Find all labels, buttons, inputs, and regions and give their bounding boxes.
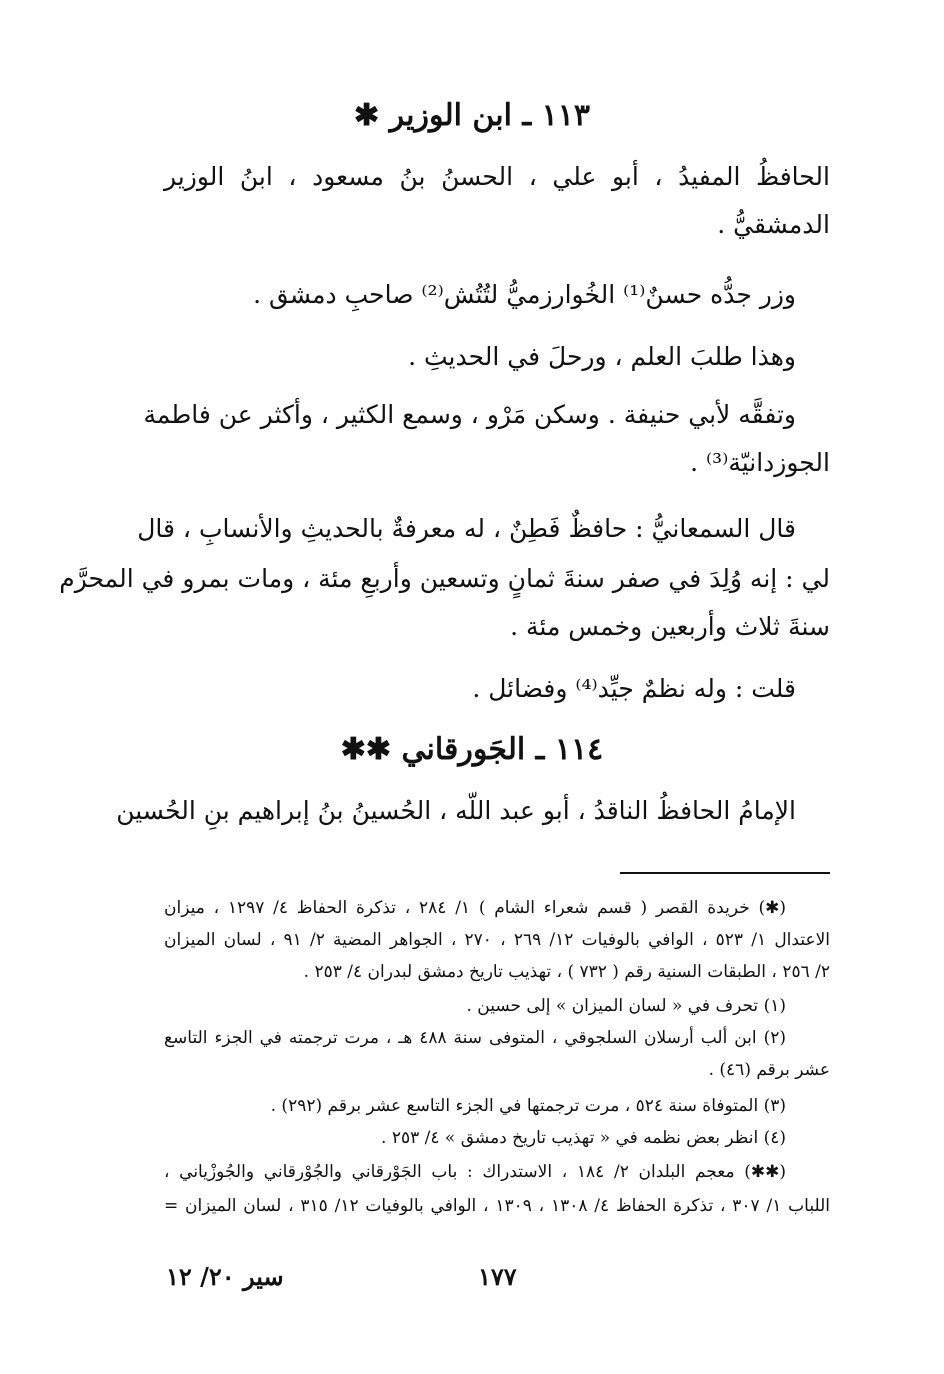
footnote-4: (٤) انظر بعض نظمه في « تهذيب تاريخ دمشق » ٤/ ٢٥٣ . bbox=[381, 1128, 786, 1148]
footnote-star-line-3: ٢/ ٢٥٦ ، الطبقات السنية رقم ( ٧٣٢ ) ، تهذيب تاريخ دمشق لبدران ٤/ ٢٥٣ . bbox=[303, 962, 830, 982]
entry-113-paragraph-6: قلت : وله نظمٌ جيِّد⁽⁴⁾ وفضائل . bbox=[472, 674, 796, 703]
entry-114-paragraph-1: الإمامُ الحافظُ الناقدُ ، أبو عبد اللّه ، الحُسينُ بنُ إبراهيم بنِ الحُسين bbox=[116, 796, 796, 825]
entry-113-paragraph-5-line-3: سنةَ ثلاث وأربعين وخمس مئة . bbox=[510, 612, 830, 641]
entry-113-paragraph-1-line-1: الحافظُ المفيدُ ، أبو علي ، الحسنُ بنُ مسعود ، ابنُ الوزير bbox=[164, 162, 830, 191]
entry-113-paragraph-4-line-1: وتفقَّه لأبي حنيفة . وسكن مَرْو ، وسمع الكثير ، وأكثر عن فاطمة bbox=[143, 400, 796, 429]
signature-mark: سير ٢٠/ ١٢ bbox=[166, 1262, 284, 1291]
entry-114-heading: ١١٤ ـ الجَورقاني ✱✱ bbox=[340, 732, 604, 767]
footnote-double-star-line-2: اللباب ١/ ٣٠٧ ، تذكرة الحفاظ ٤/ ١٣٠٨ ، ١٣٠٩ ، الوافي بالوفيات ١٢/ ٣١٥ ، لسان الميزان = bbox=[164, 1196, 830, 1216]
footnote-3: (٣) المتوفاة سنة ٥٢٤ ، مرت ترجمتها في الجزء التاسع عشر برقم (٢٩٢) . bbox=[270, 1096, 786, 1116]
entry-113-paragraph-2: وزر جدُّه حسنٌ⁽¹⁾ الخُوارزميُّ لتُتُش⁽²⁾ صاحبِ دمشق . bbox=[253, 280, 796, 309]
footnote-star-line-1: (✱) خريدة القصر ( قسم شعراء الشام ) ١/ ٢٨٤ ، تذكرة الحفاظ ٤/ ١٢٩٧ ، ميزان bbox=[164, 898, 786, 918]
entry-113-paragraph-3: وهذا طلبَ العلم ، ورحلَ في الحديثِ . bbox=[408, 342, 796, 371]
footnote-separator bbox=[620, 872, 830, 874]
page-number: ١٧٧ bbox=[478, 1262, 517, 1291]
footnote-2-line-2: عشر برقم (٤٦) . bbox=[708, 1060, 830, 1080]
entry-113-paragraph-5-line-2: لي : إنه وُلِدَ في صفر سنةَ ثمانٍ وتسعين وأربعِ مئة ، ومات بمرو في المحرَّم bbox=[59, 564, 830, 593]
entry-113-paragraph-4-line-2: الجوزدانيّة⁽³⁾ . bbox=[690, 448, 830, 477]
footnote-double-star-line-1: (✱✱) معجم البلدان ٢/ ١٨٤ ، الاستدراك : باب الجَوْرقاني والجُوْرقاني والجُوزْياني ، bbox=[164, 1162, 786, 1182]
entry-113-paragraph-1-line-2: الدمشقيُّ . bbox=[717, 210, 830, 239]
footnote-2-line-1: (٢) ابن ألب أرسلان السلجوقي ، المتوفى سنة ٤٨٨ هـ ، مرت ترجمته في الجزء التاسع bbox=[164, 1028, 786, 1048]
footnote-1: (١) تحرف في « لسان الميزان » إلى حسين . bbox=[466, 996, 786, 1016]
entry-113-paragraph-5-line-1: قال السمعانيُّ : حافظٌ فَطِنٌ ، له معرفةٌ بالحديثِ والأنسابِ ، قال bbox=[137, 514, 796, 543]
footnote-star-line-2: الاعتدال ١/ ٥٢٣ ، الوافي بالوفيات ١٢/ ٢٦٩ ، ٢٧٠ ، الجواهر المضية ٢/ ٩١ ، لسان الميزان bbox=[164, 930, 831, 950]
entry-113-heading: ١١٣ ـ ابن الوزير ✱ bbox=[354, 98, 590, 133]
